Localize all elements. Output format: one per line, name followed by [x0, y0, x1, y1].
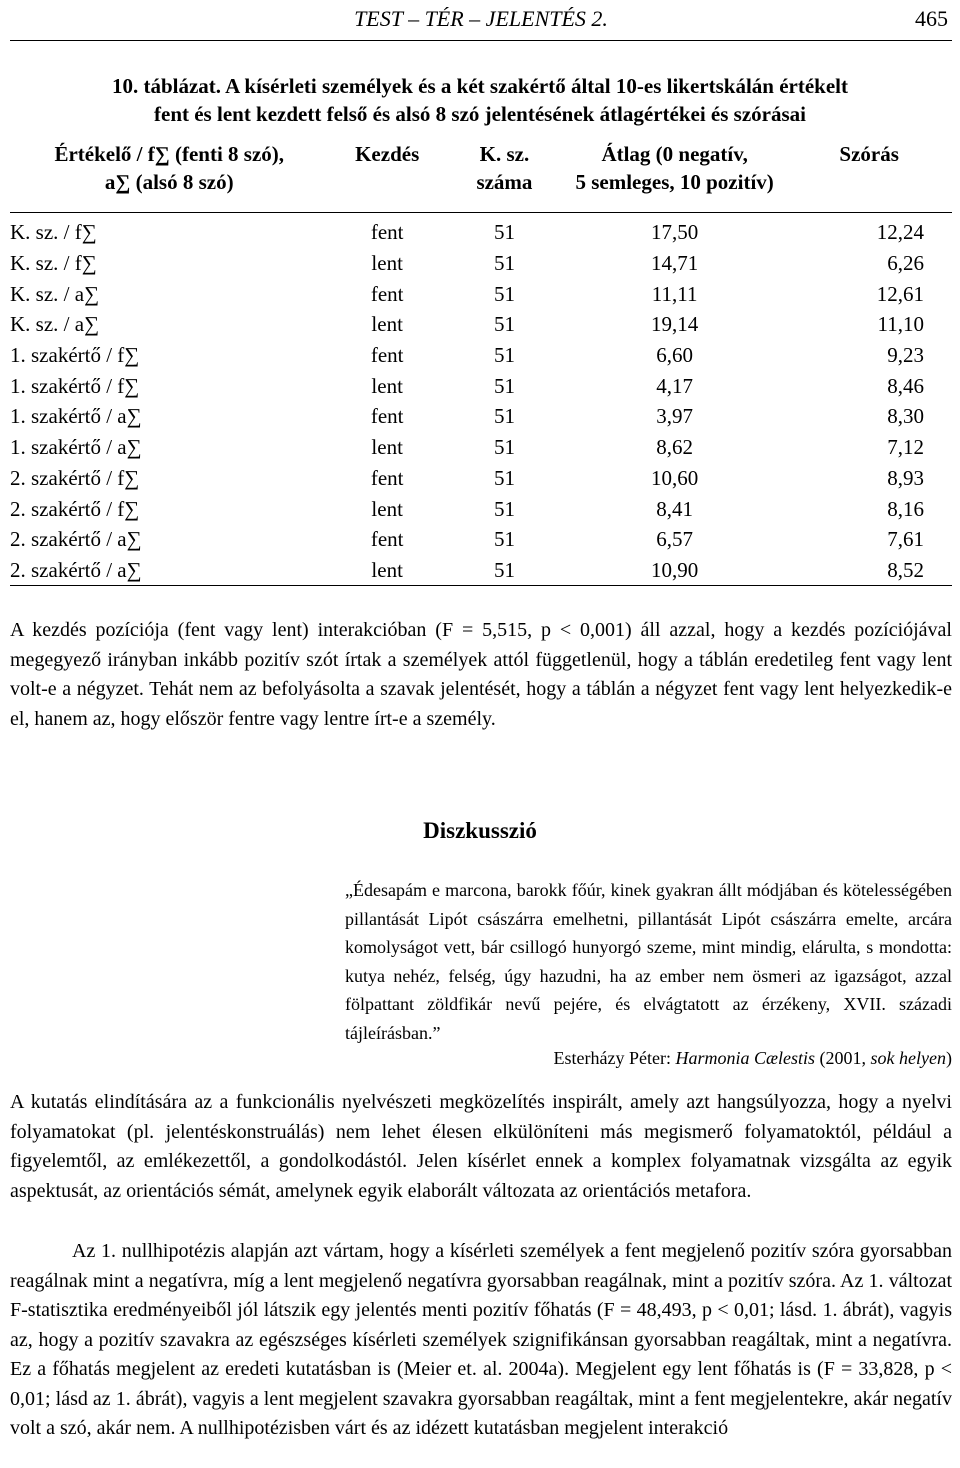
- cell-start: lent: [371, 373, 403, 398]
- header-evaluator: [10, 140, 328, 213]
- cell-sd: 8,46: [887, 373, 924, 398]
- cell-start: lent: [371, 251, 403, 276]
- table-row: [10, 493, 952, 524]
- cell-sd: 9,23: [887, 343, 924, 368]
- table-header-row: [10, 140, 952, 213]
- cell-n: 51: [493, 220, 515, 245]
- cell-mean: 19,14: [651, 312, 699, 337]
- results-table: [10, 140, 952, 586]
- cell-mean: 6,60: [656, 343, 694, 368]
- table-row: [10, 432, 952, 463]
- header-n-line-1: K. sz.: [479, 142, 530, 166]
- cell-evaluator: 2. szakértő / f∑: [10, 465, 140, 490]
- cell-mean: 4,17: [656, 373, 694, 398]
- cell-sd: 8,30: [887, 404, 924, 429]
- table-row: [10, 248, 952, 279]
- attribution-work: Harmonia Cælestis: [675, 1048, 816, 1068]
- header-mean-line-1: Átlag (0 negatív,: [601, 142, 748, 166]
- header-n-line-2: száma: [476, 170, 533, 194]
- cell-mean: 8,41: [656, 496, 694, 521]
- cell-sd: 6,26: [887, 251, 924, 276]
- table-caption: [10, 72, 950, 128]
- cell-n: 51: [446, 555, 563, 586]
- cell-sd: 7,61: [887, 527, 924, 552]
- cell-evaluator: 1. szakértő / a∑: [10, 435, 142, 460]
- cell-evaluator: 1. szakértő / a∑: [10, 404, 142, 429]
- cell-evaluator: 2. szakértő / f∑: [10, 496, 140, 521]
- cell-evaluator: 1. szakértő / f∑: [10, 343, 140, 368]
- cell-start: fent: [370, 220, 404, 245]
- epigraph-attribution: [554, 1048, 952, 1069]
- cell-sd: 12,24: [876, 220, 924, 245]
- cell-sd: 12,61: [876, 281, 924, 306]
- cell-n: 51: [493, 527, 515, 552]
- cell-sd: 8,52: [786, 555, 952, 586]
- cell-n: 51: [493, 373, 515, 398]
- paragraph-interaction: A kezdés pozíciója (fent vagy lent) interakcióban (F = 5,515, p < 0,001) áll azzal, hogy a kezdés pozíciójával megegyező irányban inkább pozitív szót írtak a személyek attól függetlenül, hogy a táblán eredetileg fent vagy lent volt-e a négyzet. Tehát nem az befolyásolta a szavak jelentését, hogy a táblán a négyzet fent vagy lent helyezkedik-e el, hanem az, hogy először fentre vagy lentre írt-e a személy.: [10, 619, 952, 730]
- table-row: [10, 524, 952, 555]
- header-evaluator-line-2: a∑ (alsó 8 szó): [104, 170, 234, 194]
- table-row: [10, 309, 952, 340]
- header-mean: [563, 140, 786, 213]
- cell-n: 51: [493, 404, 515, 429]
- table-caption-line-2: fent és lent kezdett felső és alsó 8 szó jelentésének átlagértékei és szórásai: [154, 102, 806, 126]
- header-n: [446, 140, 563, 213]
- cell-mean: 8,62: [656, 435, 694, 460]
- cell-sd: 7,12: [887, 435, 924, 460]
- cell-mean: 3,97: [656, 404, 694, 429]
- header-mean-line-2: 5 semleges, 10 pozitív): [575, 170, 774, 194]
- table-row: [10, 340, 952, 371]
- cell-evaluator: 2. szakértő / a∑: [10, 527, 142, 552]
- cell-n: 51: [493, 281, 515, 306]
- paragraph-motivation: A kutatás elindítására az a funkcionális nyelvészeti megközelítés inspirált, amely azt hangsúlyozza, hogy a nyelvi folyamatokat (pl. jelentéskonstruálás) nem lehet élesen elkülöníteni más megismerő folyamatoktól, például a figyelemtől, az emlékezettől, a gondolkodástól. Jelen kísérlet ennek a komplex folyamatnak vizsgálta az egyik aspektusát, az orientációs sémát, amelynek egyik elaborált változata az orientációs metafora.: [10, 1091, 952, 1202]
- cell-sd: 11,10: [877, 312, 924, 337]
- cell-mean: 10,60: [651, 465, 699, 490]
- cell-start: fent: [370, 527, 404, 552]
- cell-start: fent: [370, 404, 404, 429]
- attribution-close: ): [946, 1048, 952, 1068]
- cell-evaluator: 1. szakértő / f∑: [10, 373, 140, 398]
- cell-evaluator: K. sz. / f∑: [10, 251, 97, 276]
- cell-n: 51: [493, 343, 515, 368]
- cell-mean: 10,90: [563, 555, 786, 586]
- running-title: TEST – TÉR – JELENTÉS 2.: [354, 6, 608, 31]
- cell-n: 51: [493, 312, 515, 337]
- cell-start: lent: [371, 435, 403, 460]
- cell-n: 51: [493, 465, 515, 490]
- table-row: [10, 278, 952, 309]
- header-evaluator-line-1: Értékelő / f∑ (fenti 8 szó),: [54, 142, 285, 166]
- cell-start: fent: [370, 465, 404, 490]
- cell-evaluator: K. sz. / a∑: [10, 312, 100, 337]
- header-sd: Szórás: [786, 140, 952, 213]
- cell-n: 51: [493, 496, 515, 521]
- cell-evaluator: K. sz. / f∑: [10, 220, 97, 245]
- header-start: Kezdés: [328, 140, 445, 213]
- paragraph-hypothesis: Az 1. nullhipotézis alapján azt vártam, hogy a kísérleti személyek a fent megjelenő pozitív szóra gyorsabban reagálnak mint a negatívra, míg a lent megjelenő negatívra gyorsabban reagálnak, mint a pozitív szóra. Az 1. változat F-statisztika eredményeiből jól látszik egy jelentés menti pozitív főhatás (F = 48,493, p < 0,01; lásd. 1. ábrát), vagyis az, hogy a pozitív szavakra az egészséges kísérleti személyek szignifikánsan gyorsabban reagáltak, mint a negatívra. Ez a főhatás megjelent az eredeti kutatásban is (Meier et. al. 2004a). Megjelent egy lent főhatás is (F = 33,828, p < 0,01; lásd az 1. ábrát), vagyis a lent megjelent szavakra gyorsabban reagáltak, mint a fent megjelentekre, akár negatív volt a szó, akár nem. A nullhipotézisben várt és az idézett kutatásban megjelent interakció: [10, 1240, 952, 1439]
- cell-evaluator: K. sz. / a∑: [10, 281, 100, 306]
- epigraph-quote: „Édesapám e marcona, barokk főúr, kinek gyakran állt módjában és kötelességében pillantását Lipót császárra emelhetni, pillantását Lipót császárra emelte, arcára komolyságot vett, bár csillogó hunyorgó szeme, mint mindig, elárulta, s mondotta: kutya nehéz, felség, úgy hazudni, ha az ember nem ösmeri az igazságot, azzal fölpattant zöldfikár nevű pejére, és elvágtatott az érzékeny, XVII. századi tájleírásban.”: [345, 880, 952, 1043]
- cell-start: lent: [371, 496, 403, 521]
- cell-mean: 14,71: [651, 251, 699, 276]
- cell-start: lent: [328, 555, 445, 586]
- table-body: [10, 213, 952, 586]
- cell-n: 51: [493, 435, 515, 460]
- cell-start: lent: [371, 312, 403, 337]
- attribution-year: (2001,: [815, 1048, 871, 1068]
- cell-evaluator: 2. szakértő / a∑: [10, 555, 328, 586]
- table-row: [10, 213, 952, 248]
- attribution-author: Esterházy Péter:: [553, 1048, 676, 1068]
- cell-start: fent: [370, 281, 404, 306]
- cell-start: fent: [370, 343, 404, 368]
- cell-sd: 8,93: [887, 465, 924, 490]
- cell-mean: 11,11: [651, 281, 698, 306]
- table-row: [10, 555, 952, 586]
- table-row: [10, 401, 952, 432]
- table-row: [10, 370, 952, 401]
- cell-sd: 8,16: [887, 496, 924, 521]
- section-title: Diszkusszió: [423, 818, 537, 843]
- running-header: [10, 0, 952, 41]
- table-row: [10, 463, 952, 494]
- cell-n: 51: [493, 251, 515, 276]
- page-number: 465: [915, 6, 948, 31]
- attribution-place: sok helyen: [870, 1048, 946, 1068]
- cell-mean: 17,50: [651, 220, 699, 245]
- table-caption-line-1: 10. táblázat. A kísérleti személyek és a két szakértő által 10-es likertskálán értékelt: [111, 74, 848, 98]
- cell-mean: 6,57: [656, 527, 694, 552]
